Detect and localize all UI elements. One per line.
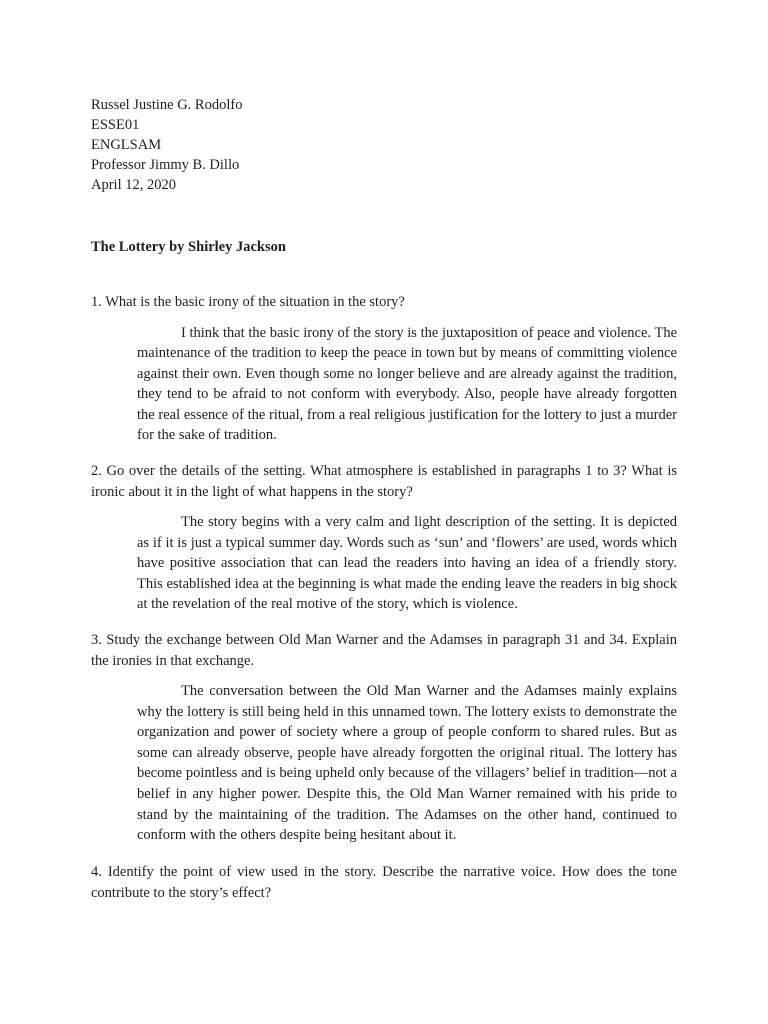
document-title: The Lottery by Shirley Jackson: [91, 239, 286, 255]
qa-item-1: [91, 292, 677, 446]
section-code: ESSE01: [91, 117, 140, 133]
answer-2: The story begins with a very calm and light description of the setting. It is depicted as if it is just a typical summer day. Words such as ‘sun’ and ‘flowers’ are used, words which have positive association that can lead the readers into having an idea of a friendly story. This established idea at the beginning is what made the ending leave the readers in big shock at the revelation of the real motive of the story, which is violence.: [137, 514, 677, 613]
course-code: ENGLSAM: [91, 137, 162, 153]
question-2: 2. Go over the details of the setting. What atmosphere is established in paragraphs 1 to 3? What is ironic about it in the light of what happens in the story?: [91, 463, 677, 500]
qa-item-4: [91, 862, 677, 903]
question-3: 3. Study the exchange between Old Man Warner and the Adamses in paragraph 31 and 34. Explain the ironies in that exchange.: [91, 632, 677, 669]
submission-date: April 12, 2020: [91, 177, 176, 193]
qa-item-3: [91, 630, 677, 846]
answer-1: I think that the basic irony of the story is the juxtaposition of peace and violence. The maintenance of the tradition to keep the peace in town but by means of committing violence against their own. Even though some no longer believe and are already against the tradition, they tend to be afraid to not conform with everybody. Also, people have already forgotten the real essence of the ritual, from a real religious justification for the lottery to just a murder for the sake of tradition.: [137, 324, 677, 444]
professor-name: Professor Jimmy B. Dillo: [91, 157, 240, 173]
question-4: 4. Identify the point of view used in the story. Describe the narrative voice. How does the tone contribute to the story’s effect?: [91, 864, 677, 901]
question-1: 1. What is the basic irony of the situation in the story?: [91, 294, 405, 310]
header-block: [91, 95, 242, 195]
qa-item-2: [91, 461, 677, 615]
answer-3: The conversation between the Old Man Warner and the Adamses mainly explains why the lottery is still being held in this unnamed town. The lottery exists to demonstrate the organization and power of society where a group of people conform to shared rules. But as some can already observe, people have already forgotten the original ritual. The lottery has become pointless and is being upheld only because of the villagers’ belief in tradition—not a belief in any higher power. Despite this, the Old Man Warner remained with his pride to stand by the maintaining of the tradition. The Adamses on the other hand, continued to conform with the others despite being hesitant about it.: [137, 683, 677, 844]
student-name: Russel Justine G. Rodolfo: [91, 97, 243, 113]
